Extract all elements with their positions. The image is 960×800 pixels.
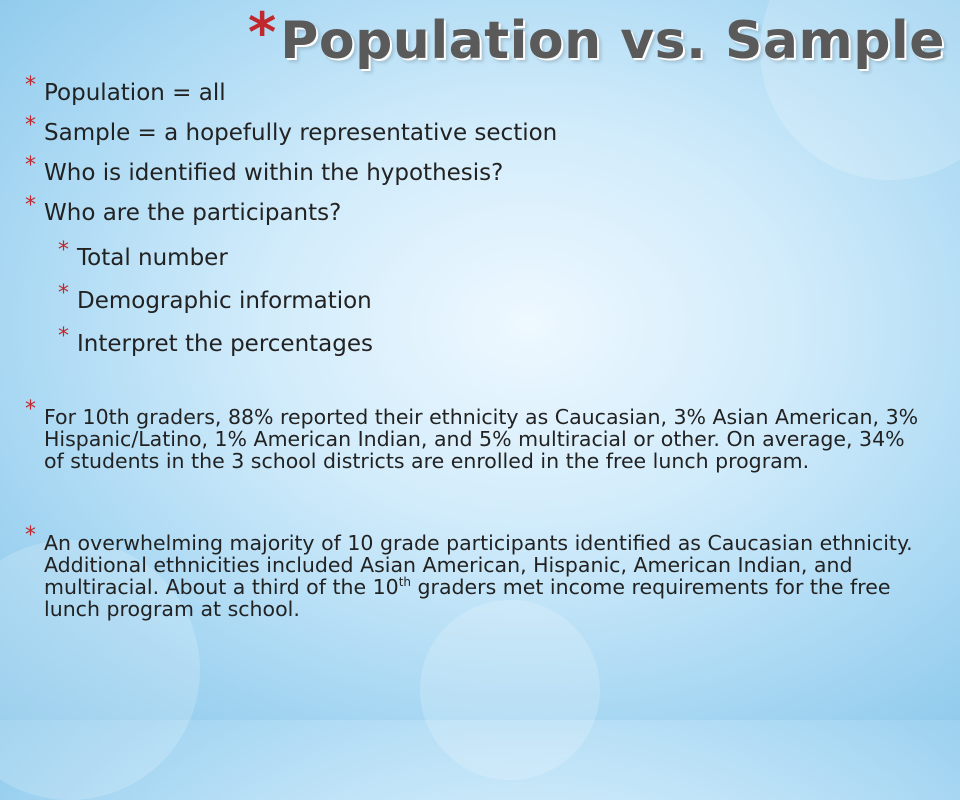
paragraph-text: For 10th graders, 88% reported their ethnicity as Caucasian, 3% Asian American, 3% Hispanic/Latino, 1% American Indian, and 5% multiracial or other. On average, 34% of students in the 3 school districts are enrolled in the free lunch program.: [44, 405, 919, 473]
bullet-text: Who are the participants?: [44, 200, 342, 226]
bullet-star-icon: *: [25, 193, 36, 218]
paragraph-text-part: An overwhelming majority of 10 grade participants identified as Caucasian ethnicity. Additional ethnicities included Asian American, Hispanic, American Indian, and multiracial. About a third of the 10: [44, 531, 913, 599]
bullet-text: Total number: [77, 245, 228, 271]
ordinal-suffix: th: [398, 575, 411, 590]
paragraph-text: [44, 532, 924, 620]
bullet-star-icon: *: [25, 153, 36, 178]
bullet-star-icon: *: [25, 73, 36, 98]
bullet-star-icon: *: [58, 324, 69, 349]
bullet-star-icon: *: [58, 238, 69, 263]
bullet-star-icon: *: [25, 397, 36, 422]
slide-title: [248, 1, 946, 76]
bullet-text: Interpret the percentages: [77, 331, 373, 357]
bullet-text: Demographic information: [77, 288, 372, 314]
bullet-star-icon: *: [58, 281, 69, 306]
bullet-text: Who is identified within the hypothesis?: [44, 160, 504, 186]
bullet-text: Sample = a hopefully representative section: [44, 120, 558, 146]
slide-title-text: Population vs. Sample: [280, 11, 946, 71]
bullet-star-icon: *: [25, 113, 36, 138]
background-bokeh: [420, 600, 600, 780]
paragraph-text-part: graders met income requirements for the free lunch program at school.: [44, 575, 891, 621]
title-bullet-icon: *: [248, 1, 277, 64]
bullet-text: Population = all: [44, 80, 226, 106]
bullet-star-icon: *: [25, 523, 36, 548]
